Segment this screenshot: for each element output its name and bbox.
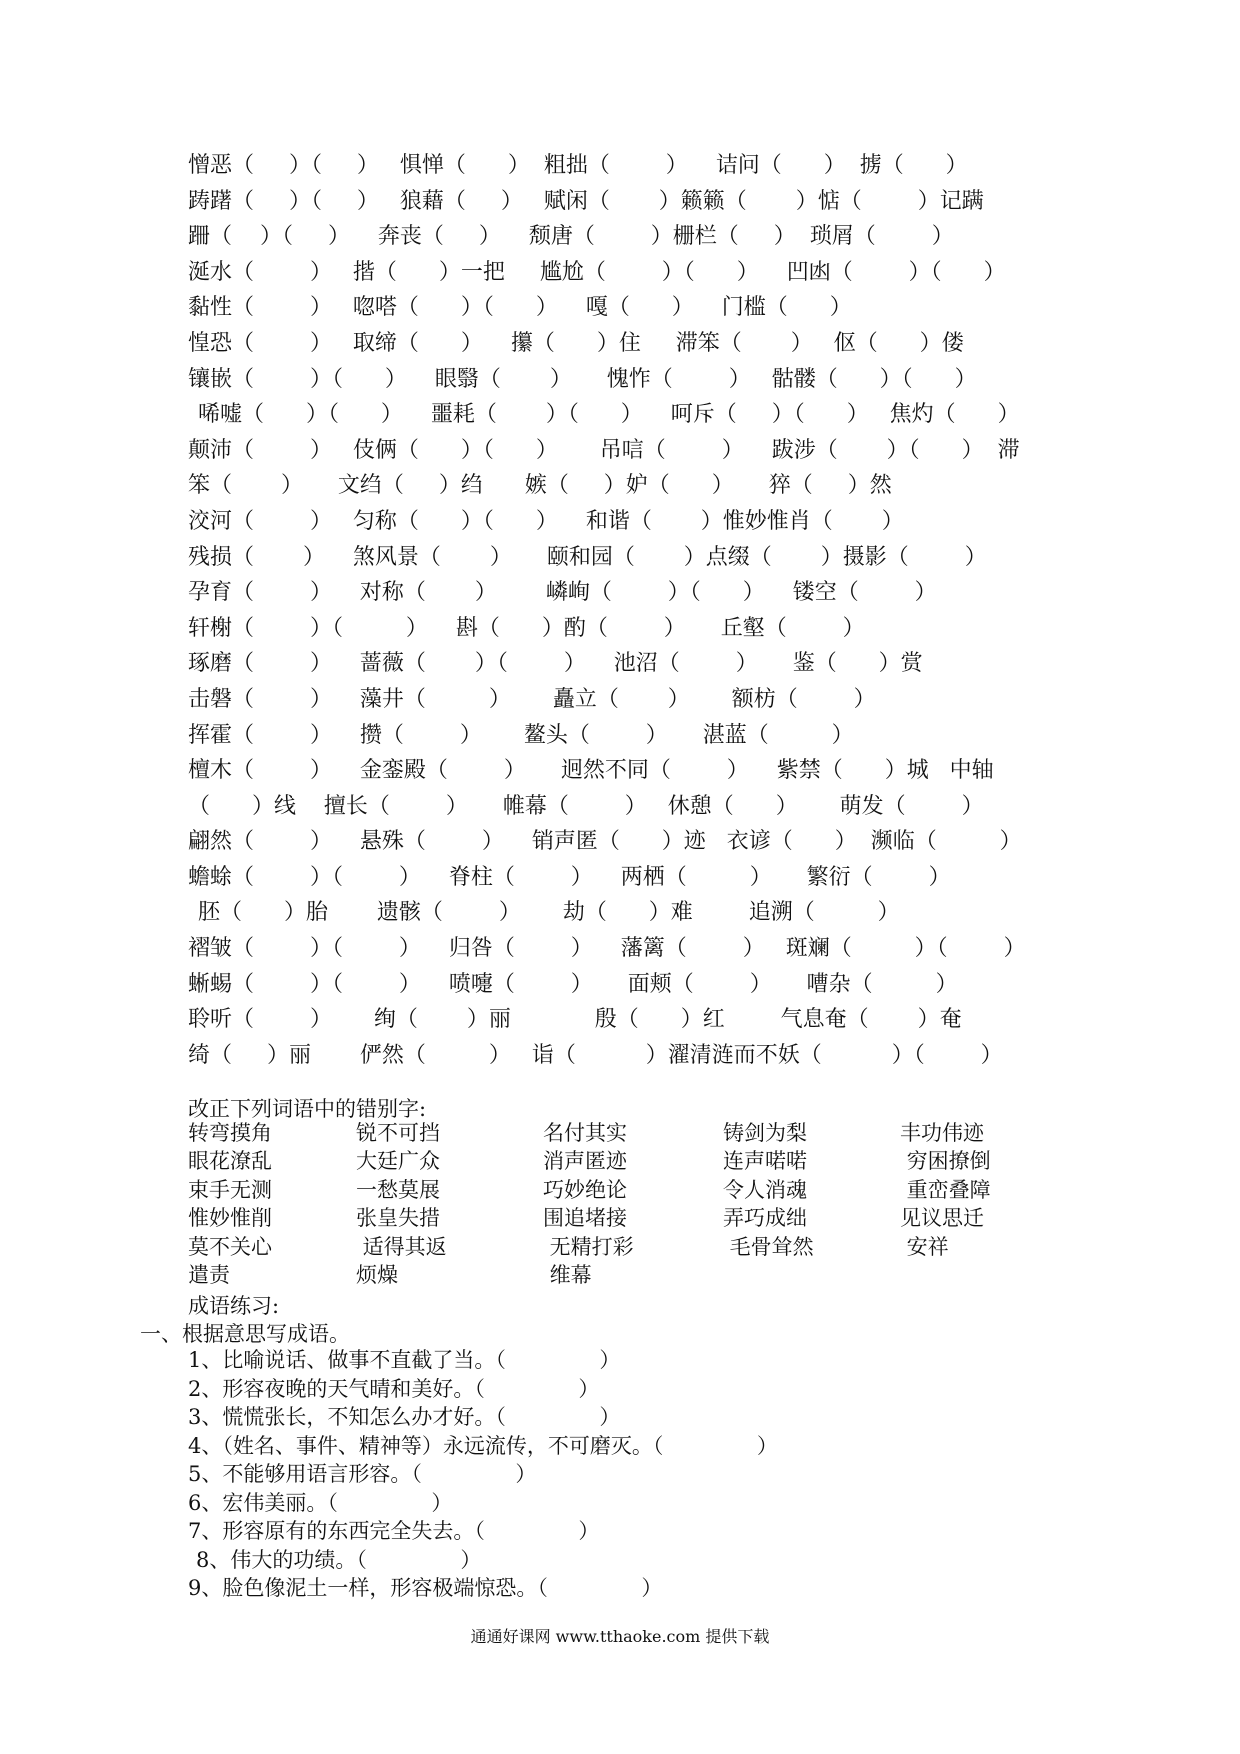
- word-item: 无精打彩: [543, 1234, 634, 1259]
- chengyu-label: 成语练习:: [188, 1294, 280, 1318]
- word-item: 烦燥: [356, 1262, 398, 1287]
- word-item: 维幕: [543, 1262, 592, 1287]
- word-item: 消声匿迹: [543, 1149, 627, 1174]
- word-item: 弄巧成绌: [723, 1206, 807, 1231]
- question-item: 9、脸色像泥土一样，形容极端惊恐。（ ）: [188, 1576, 663, 1600]
- exercise-row: 胚（ ）胎 遗骸（ ） 劫（ ）难 追溯（ ）: [198, 900, 900, 926]
- exercise-row: 翩然（ ） 悬殊（ ） 销声匿（ ）迹 衣谚（ ） 濒临（ ）: [188, 829, 1022, 855]
- question-item: 1、比喻说话、做事不直截了当。（ ）: [188, 1348, 621, 1372]
- exercise-row: 蜥蜴（ ）（ ） 喷嚏（ ） 面颊（ ） 嘈杂（ ）: [188, 971, 958, 997]
- word-item: 丰功伟迹: [900, 1121, 984, 1145]
- exercise-row: 轩榭（ ）（ ） 斟（ ）酌（ ） 丘壑（ ）: [188, 615, 865, 641]
- word-item: 穷困撩倒: [900, 1149, 991, 1174]
- question-item: 4、（姓名、事件、精神等）永远流传，不可磨灭。（ ）: [188, 1433, 778, 1458]
- exercise-row: 檀木（ ） 金銮殿（ ） 迥然不同（ ） 紫禁（ ）城 中轴: [188, 758, 994, 784]
- word-item: 重峦叠障: [900, 1177, 991, 1202]
- word-item: 毛骨耸然: [723, 1234, 814, 1259]
- exercise-row: 憎恶（ ）（ ） 惧惮（ ） 粗拙（ ） 诘问（ ） 掳（ ）: [188, 153, 968, 178]
- exercise-row: 镶嵌（ ）（ ） 眼翳（ ） 愧怍（ ） 骷髅（ ）（ ）: [188, 366, 977, 392]
- word-item: 巧妙绝论: [543, 1177, 627, 1202]
- exercise-row: 颠沛（ ） 伎俩（ ）（ ） 吊唁（ ） 跋涉（ ）（ ） 滞: [188, 437, 1020, 463]
- word-item: 遣责: [188, 1262, 230, 1287]
- exercise-row: 洨河（ ） 匀称（ ）（ ） 和谐（ ）惟妙惟肖（ ）: [188, 508, 904, 534]
- word-item: 令人消魂: [723, 1177, 807, 1202]
- word-item: 眼花潦乱: [188, 1149, 272, 1174]
- question-item: 8、伟大的功绩。（ ）: [196, 1547, 482, 1572]
- exercise-row: 笨（ ） 文绉（ ）绉 嫉（ ）妒（ ） 猝（ ）然: [188, 473, 892, 499]
- section-heading: 一、根据意思写成语。: [140, 1322, 350, 1346]
- word-item: 连声喏喏: [723, 1149, 807, 1174]
- exercise-row: 挥霍（ ） 攒（ ） 鳌头（ ） 湛蓝（ ）: [188, 722, 854, 748]
- word-item: 惟妙惟削: [188, 1206, 272, 1231]
- exercise-row: 击磐（ ） 藻井（ ） 矗立（ ） 额枋（ ）: [188, 686, 876, 712]
- exercise-row: 残损（ ） 煞风景（ ） 颐和园（ ）点缀（ ）摄影（ ）: [188, 544, 987, 570]
- question-item: 6、宏伟美丽。（ ）: [188, 1490, 453, 1515]
- word-item: 围追堵接: [543, 1206, 627, 1231]
- question-list: [188, 1346, 778, 1603]
- word-item: 转弯摸角: [188, 1121, 272, 1145]
- exercise-row: 聆听（ ） 绚（ ）丽 殷（ ）红 气息奄（ ）奄: [188, 1007, 962, 1033]
- question-item: 7、形容原有的东西完全失去。（ ）: [188, 1519, 600, 1543]
- pinyin-exercise: [188, 148, 1068, 1073]
- exercise-row: 踌躇（ ）（ ） 狼藉（ ） 赋闲（ ）籁籁（ ）惦（ ）记蹒: [188, 188, 984, 214]
- question-item: 5、不能够用语言形容。（ ）: [188, 1462, 537, 1486]
- exercise-row: 跚（ ）（ ） 奔丧（ ） 颓唐（ ）栅栏（ ） 琐屑（ ）: [188, 224, 954, 250]
- exercise-row: 黏性（ ） 唿嗒（ ）（ ） 嘎（ ） 门槛（ ）: [188, 295, 852, 321]
- word-item: 束手无测: [188, 1177, 272, 1202]
- word-item: 大廷广众: [356, 1149, 440, 1174]
- exercise-row: 褶皱（ ）（ ） 归咎（ ） 藩篱（ ） 斑斓（ ）（ ）: [188, 936, 1026, 962]
- word-item: 一愁莫展: [356, 1177, 440, 1202]
- exercise-row: 孕育（ ） 对称（ ） 嶙峋（ ）（ ） 镂空（ ）: [188, 580, 937, 606]
- question-item: 2、形容夜晚的天气晴和美好。（ ）: [188, 1376, 600, 1401]
- word-item: 铸剑为梨: [723, 1121, 807, 1145]
- word-item: 安祥: [900, 1234, 949, 1259]
- exercise-row: 绮（ ）丽 俨然（ ） 诣（ ）濯清涟而不妖（ ）（ ）: [188, 1042, 1003, 1068]
- word-item: 莫不关心: [188, 1234, 272, 1259]
- exercise-row: 唏嘘（ ）（ ） 噩耗（ ）（ ） 呵斥（ ）（ ） 焦灼（ ）: [198, 402, 1020, 428]
- correction-title: 改正下列词语中的错别字:: [188, 1097, 427, 1121]
- word-item: 见议思迁: [900, 1206, 984, 1231]
- exercise-row: 蟾蜍（ ）（ ） 脊柱（ ） 两栖（ ） 繁衍（ ）: [188, 864, 951, 890]
- exercise-row: （ ）线 擅长（ ） 帷幕（ ） 休憩（ ） 萌发（ ）: [188, 793, 984, 819]
- exercise-row: 惶恐（ ） 取缔（ ） 攥（ ）住 滞笨（ ） 伛（ ）偻: [188, 330, 964, 356]
- exercise-row: 琢磨（ ） 蔷薇（ ）（ ） 池沼（ ） 鉴（ ）赏: [188, 651, 923, 677]
- word-item: 名付其实: [543, 1121, 627, 1145]
- question-item: 3、慌慌张长，不知怎么办才好。（ ）: [188, 1405, 621, 1429]
- footer-text: 通通好课网 www.tthaoke.com 提供下载: [470, 1627, 770, 1646]
- word-item: 适得其返: [356, 1234, 447, 1259]
- exercise-row: 涎水（ ） 揩（ ）一把 尴尬（ ）（ ） 凹凼（ ）（ ）: [188, 259, 1006, 285]
- word-item: 锐不可挡: [356, 1121, 440, 1145]
- word-item: 张皇失措: [356, 1206, 440, 1231]
